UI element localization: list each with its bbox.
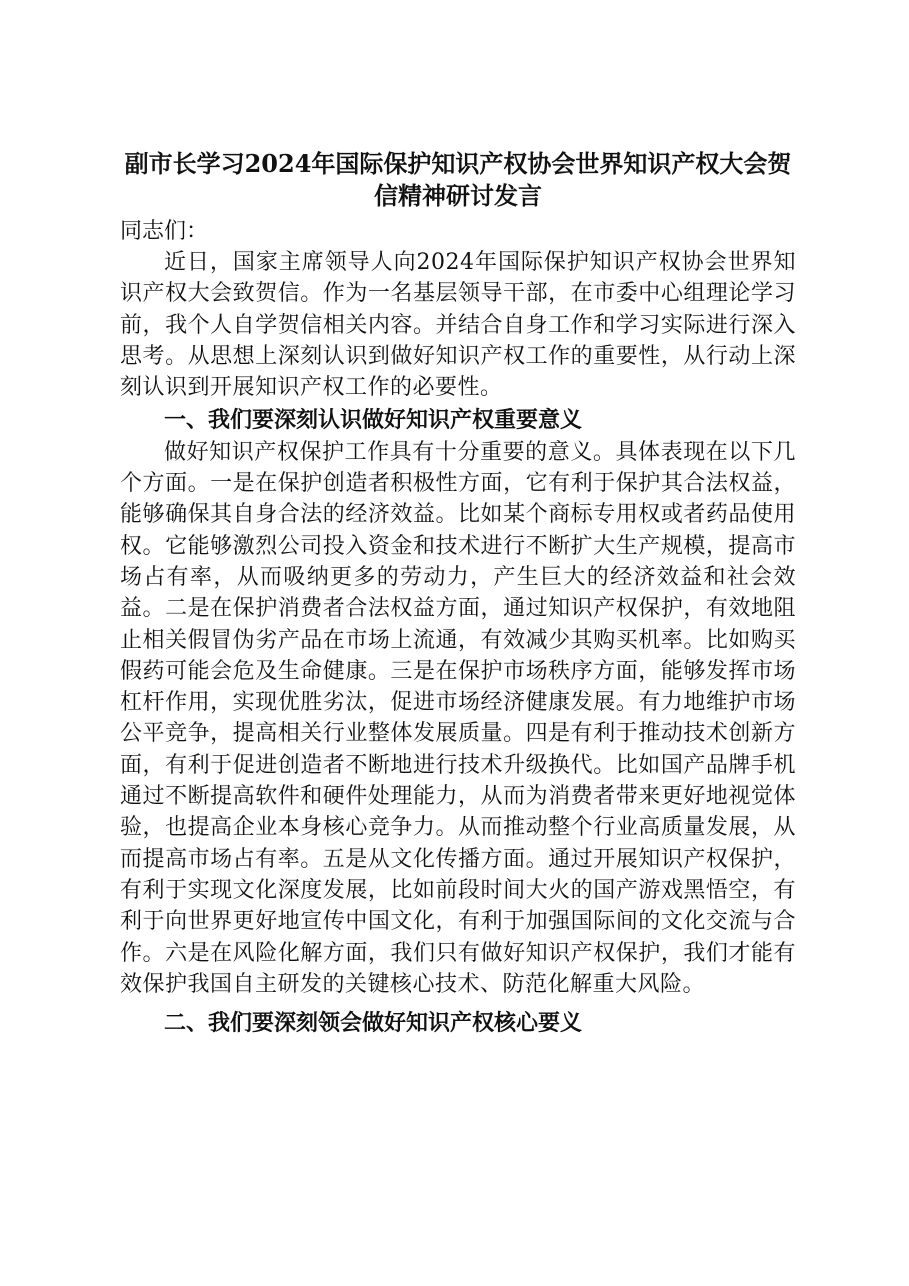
section-1-heading: 一、我们要深刻认识做好知识产权重要意义 [164, 408, 583, 434]
document-content [120, 148, 796, 1039]
salutation: 同志们： [120, 219, 209, 244]
intro-paragraph: 近日，国家主席领导人向2024年国际保护知识产权协会世界知识产权大会致贺信。作为一名基层领导干部，在市委中心组理论学习前，我个人自学贺信相关内容。并结合自身工作和学习实际进行深入思考。从思想上深刻认识到做好知识产权工作的重要性，从行动上深刻认识到开展知识产权工作的必要性。 [120, 250, 796, 401]
section-2-heading: 二、我们要深刻领会做好知识产权核心要义 [164, 1011, 583, 1037]
section-1-paragraph: 做好知识产权保护工作具有十分重要的意义。具体表现在以下几个方面。一是在保护创造者积极性方面，它有利于保护其合法权益，能够确保其自身合法的经济效益。比如某个商标专用权或者药品使用权。它能够激烈公司投入资金和技术进行不断扩大生产规模，提高市场占有率，从而吸纳更多的劳动力，产生巨大的经济效益和社会效益。二是在保护消费者合法权益方面，通过知识产权保护，有效地阻止相关假冒伪劣产品在市场上流通，有效减少其购买机率。比如购买假药可能会危及生命健康。三是在保护市场秩序方面，能够发挥市场杠杆作用，实现优胜劣汰，促进市场经济健康发展。有力地维护市场公平竞争，提高相关行业整体发展质量。四是有利于推动技术创新方面，有利于促进创造者不断地进行技术升级换代。比如国产品牌手机通过不断提高软件和硬件处理能力，从而为消费者带来更好地视觉体验，也提高企业本身核心竞争力。从而推动整个行业高质量发展，从而提高市场占有率。五是从文化传播方面。通过开展知识产权保护，有利于实现文化深度发展，比如前段时间大火的国产游戏黑悟空，有利于向世界更好地宣传中国文化，有利于加强国际间的文化交流与合作。六是在风险化解方面，我们只有做好知识产权保护，我们才能有效保护我国自主研发的关键核心技术、防范化解重大风险。 [120, 439, 796, 997]
document-title: 副市长学习2024年国际保护知识产权协会世界知识产权大会贺信精神研讨发言 [124, 149, 792, 210]
